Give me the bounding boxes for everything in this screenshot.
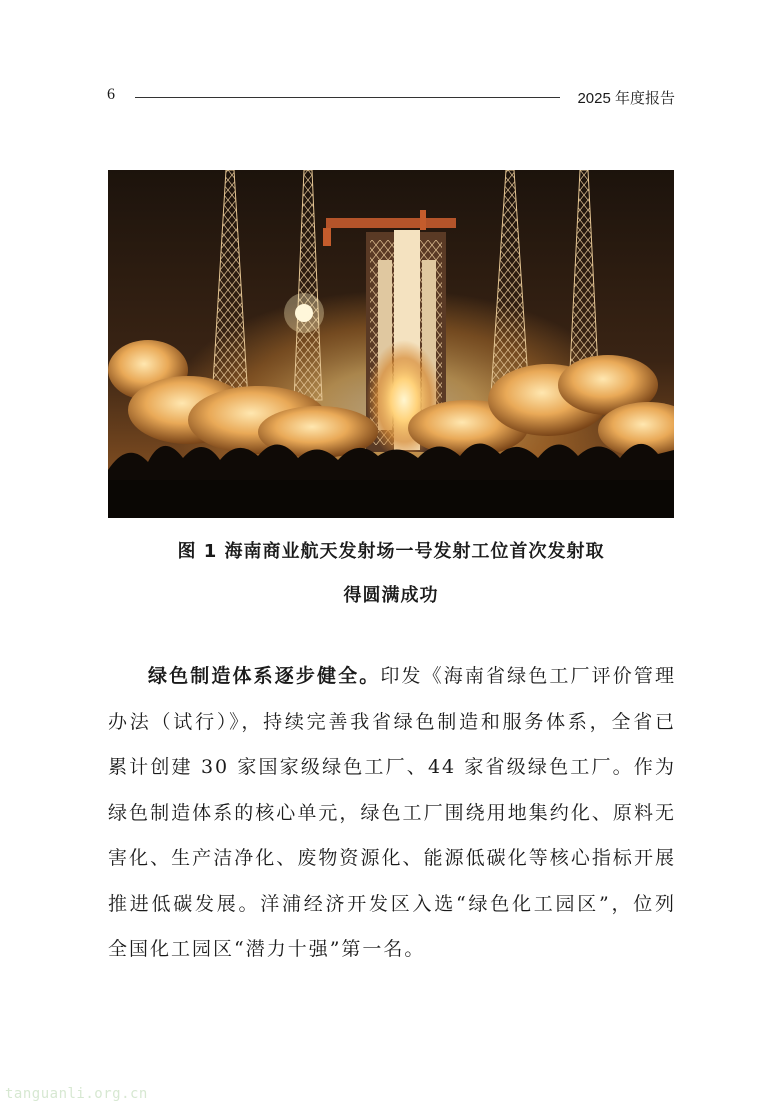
page-header xyxy=(107,86,675,110)
site-watermark: tanguanli.org.cn xyxy=(5,1086,148,1102)
header-rule xyxy=(135,97,560,98)
page-number: 6 xyxy=(107,86,115,103)
figure-caption-line1: 图 1 海南商业航天发射场一号发射工位首次发射取 xyxy=(177,541,605,562)
rocket-launch-photo xyxy=(108,170,674,518)
body-paragraph xyxy=(108,654,676,973)
figure-caption-line2: 得圆满成功 xyxy=(343,585,439,606)
paragraph-lead: 绿色制造体系逐步健全。 xyxy=(148,665,381,687)
paragraph-text: 印发《海南省绿色工厂评价管理办法（试行）》，持续完善我省绿色制造和服务体系，全省已累计创建 30 家国家级绿色工厂、44 家省级绿色工厂。作为绿色制造体系的核心单元，绿色工厂围绕用地集约化、原料无害化、生产洁净化、废物资源化、能源低碳化等核心指标开展推进低碳发展。洋浦经济开发区入选“绿色化工园区”，位列全国化工园区“潜力十强”第一名。 xyxy=(108,665,676,960)
report-title: 2025 年度报告 xyxy=(577,90,675,107)
